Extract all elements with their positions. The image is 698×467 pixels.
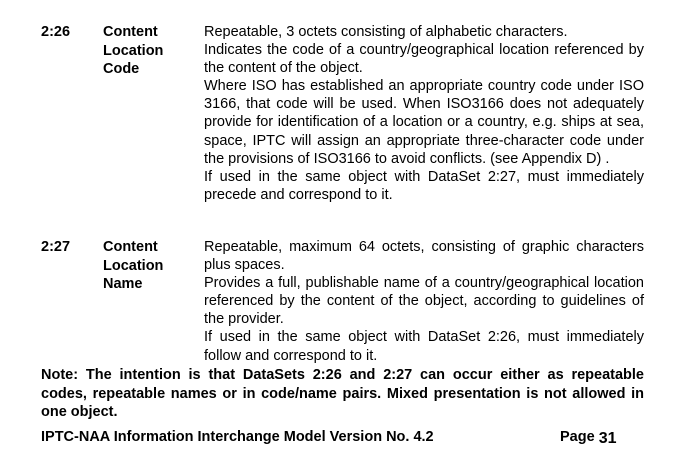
dataset-description bbox=[204, 23, 644, 204]
dataset-name bbox=[103, 23, 203, 79]
footer-page-indicator bbox=[560, 428, 617, 446]
page-number: 31 bbox=[598, 430, 617, 447]
description-paragraph: Indicates the code of a country/geographical location referenced by the content of the object. bbox=[204, 42, 644, 77]
page-label: Page bbox=[560, 429, 595, 445]
dataset-name-line: Location bbox=[103, 42, 164, 59]
dataset-code: 2:27 bbox=[41, 239, 71, 255]
dataset-name-line: Content bbox=[103, 239, 158, 255]
description-paragraph: Repeatable, maximum 64 octets, consisting of graphic characters plus spaces. bbox=[204, 239, 644, 274]
description-paragraph: If used in the same object with DataSet 2:27, must immediately precede and correspond to it. bbox=[204, 168, 644, 203]
description-paragraph: If used in the same object with DataSet 2:26, must immediately follow and correspond to it. bbox=[204, 329, 644, 364]
description-paragraph: Where ISO has established an appropriate country code under ISO 3166, that code will be used. When ISO3166 does not adequately provide for identification of a location or a country, e.g. ships at sea, space, IPTC will assign an appropriate three-character code under the provisions of ISO3166 to avoid conflicts. (see Appendix D) . bbox=[204, 78, 644, 167]
dataset-description bbox=[204, 238, 644, 365]
dataset-name-line: Code bbox=[103, 61, 140, 77]
dataset-name-line: Content bbox=[103, 24, 158, 40]
description-paragraph: Provides a full, publishable name of a country/geographical location referenced by the content of the object, according to guidelines of the provider. bbox=[204, 275, 644, 328]
description-paragraph: Repeatable, 3 octets consisting of alphabetic characters. bbox=[204, 24, 568, 40]
note-paragraph: Note: The intention is that DataSets 2:26 and 2:27 can occur either as repeatable codes, repeatable names or in code/name pairs. Mixed presentation is not allowed in one object. bbox=[41, 367, 644, 420]
dataset-code: 2:26 bbox=[41, 24, 71, 40]
footer-document-title: IPTC-NAA Information Interchange Model Version No. 4.2 bbox=[41, 429, 434, 445]
dataset-name bbox=[103, 238, 203, 294]
dataset-name-line: Location bbox=[103, 257, 164, 274]
dataset-name-line: Name bbox=[103, 276, 143, 292]
